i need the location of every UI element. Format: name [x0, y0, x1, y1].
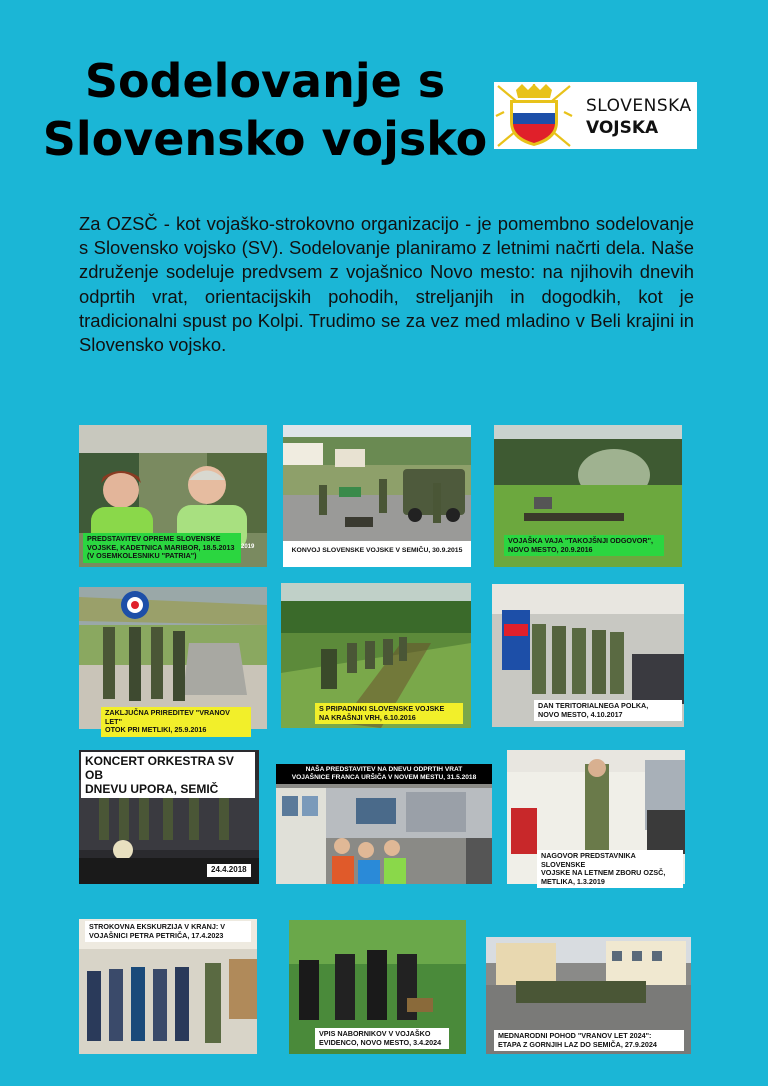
- photo-caption: VPIS NABORNIKOV V VOJAŠKO EVIDENCO, NOVO MESTO, 3.4.2024: [315, 1028, 449, 1049]
- photo-vpis-nabornikov: [289, 920, 466, 1054]
- photo-date-label: 24.4.2018: [207, 864, 251, 877]
- photo-ekskurzija-kranj: [79, 919, 257, 1054]
- photo-koncert-orkestra: [79, 750, 259, 884]
- photo-dan-odprtih-vrat: [276, 764, 492, 884]
- photo-konvoj-semic: [283, 425, 471, 567]
- photo-vojaska-vaja: [494, 425, 682, 567]
- slovenska-vojska-logo: [494, 82, 697, 149]
- intro-paragraph: Za OZSČ - kot vojaško-strokovno organizacijo - je pomembno sodelovanje s Slovensko vojsko (SV). Sodelovanje planiramo z letnimi načrti dela. Naše združenje sodeluje predvsem z vojašnico Novo mesto: na njihovih dnevih odprtih vrat, orientacijskih pohodih, streljanjih in dogodkih, kot je tradicionalni spust po Kolpi. Trudimo se za vez med mladino v Beli krajini in Slovensko vojsko.: [79, 213, 694, 356]
- photo-caption: NAGOVOR PREDSTAVNIKA SLOVENSKE VOJSKE NA LETNEM ZBORU OZSČ, METLIKA, 1.3.2019: [537, 850, 683, 888]
- photo-vranov-let-2016: [79, 587, 267, 735]
- photo-dan-teritorialnega-polka: [492, 584, 684, 727]
- photo-krasnji-vrh: [281, 583, 471, 728]
- photo-caption: KONCERT ORKESTRA SV OB DNEVU UPORA, SEMIČ: [81, 752, 255, 798]
- page-title: Sodelovanje s Slovensko vojsko: [42, 54, 488, 166]
- army-emblem-icon: [494, 82, 584, 149]
- photo-kadetnica-maribor: [79, 425, 267, 567]
- photo-caption: ZAKLJUČNA PRIREDITEV "VRANOV LET" OTOK PRI METLIKI, 25.9.2016: [101, 707, 251, 737]
- logo-line-2: VOJSKA: [586, 118, 659, 138]
- photo-caption: KONVOJ SLOVENSKE VOJSKE V SEMIČU, 30.9.2015: [283, 541, 471, 567]
- photo-caption: VOJAŠKA VAJA "TAKOJŠNJI ODGOVOR", NOVO MESTO, 20.9.2016: [504, 535, 664, 556]
- photo-caption: MEDNARODNI POHOD "VRANOV LET 2024": ETAPA Z GORNJIH LAZ DO SEMIČA, 27.9.2024: [494, 1030, 684, 1051]
- photo-year-label: 2019: [241, 544, 255, 550]
- photo-caption: NAŠA PREDSTAVITEV NA DNEVU ODPRTIH VRAT VOJAŠNICE FRANCA URŠIČA V NOVEM MESTU, 31.5.2018: [276, 764, 492, 784]
- photo-vranov-let-2024: [486, 937, 691, 1054]
- photo-caption: STROKOVNA EKSKURZIJA V KRANJ: V VOJAŠNICI PETRA PETRIČA, 17.4.2023: [85, 921, 251, 942]
- photo-caption: DAN TERITORIALNEGA POLKA, NOVO MESTO, 4.10.2017: [534, 700, 682, 721]
- photo-caption: S PRIPADNIKI SLOVENSKE VOJSKE NA KRAŠNJI VRH, 6.10.2016: [315, 703, 463, 724]
- logo-line-1: SLOVENSKA: [586, 96, 692, 116]
- photo-nagovor-zbor: [507, 750, 685, 884]
- photo-caption: PREDSTAVITEV OPREME SLOVENSKE VOJSKE, KADETNICA MARIBOR, 18.5.2013 (V OSEMKOLESNIKU "PATRIA"): [83, 533, 241, 563]
